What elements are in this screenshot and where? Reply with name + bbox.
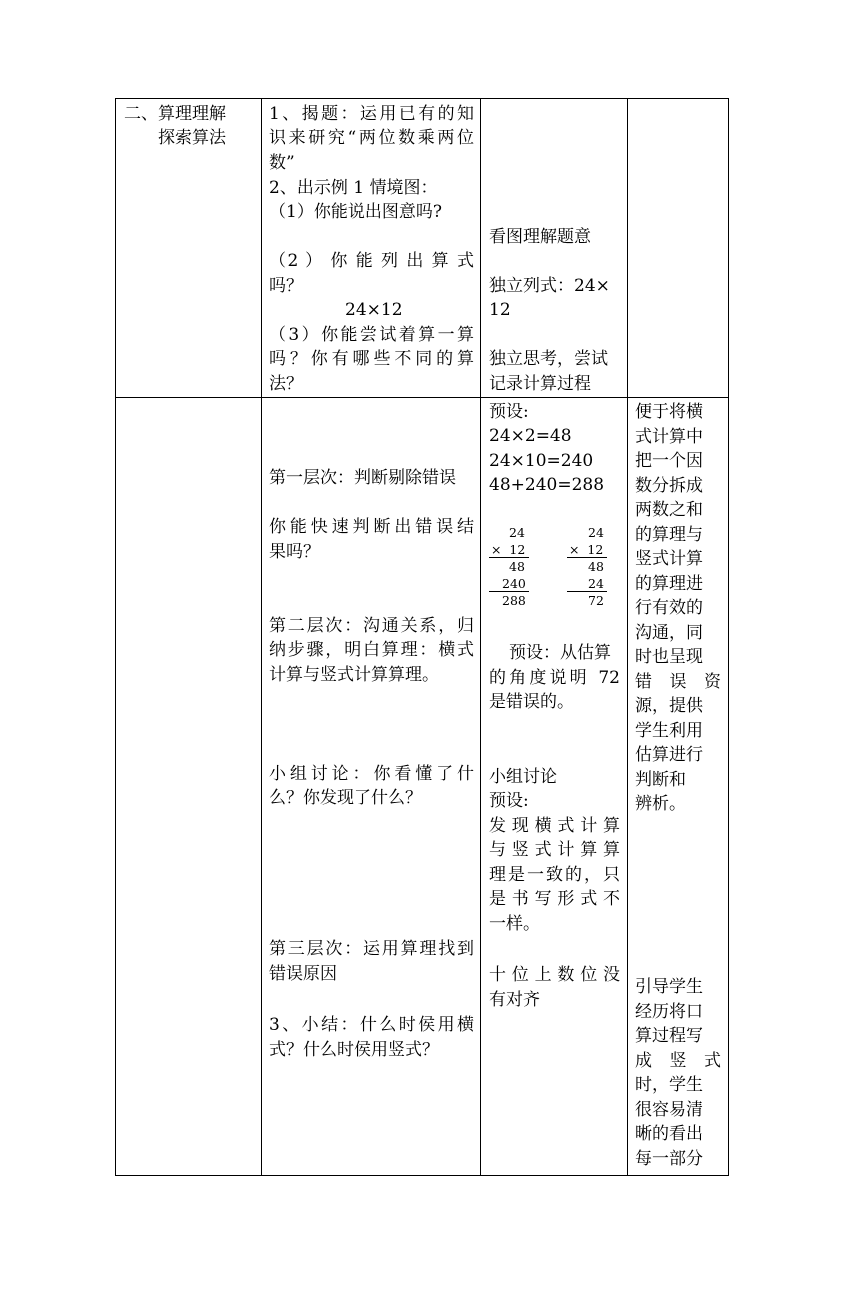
design-intent-line: 经历将口	[635, 1001, 703, 1022]
design-intent-line: 式计算中	[635, 426, 703, 447]
design-intent-line: 行有效的	[635, 598, 703, 618]
design-intent-line: 把一个因	[635, 451, 703, 471]
design-intent-line: 的算理与	[635, 524, 703, 545]
design-intent-line: 沟通，同	[635, 622, 703, 643]
design-intent-line: 时也呈现	[635, 647, 703, 667]
design-intent-line: 便于将横	[635, 402, 703, 422]
design-intent-line: 引导学生	[635, 977, 703, 997]
col-divider-2	[480, 98, 481, 1175]
design-intent-line: 错 误 资	[635, 671, 721, 692]
design-intent-line: 两数之和	[635, 500, 703, 520]
student-activity-1: 看图理解题意	[489, 227, 591, 247]
design-intent-line: 很容易清	[635, 1099, 703, 1120]
design-intent-line: 的算理进	[635, 573, 703, 594]
design-intent-line: 晰的看出	[635, 1124, 703, 1144]
section-subtitle: 探索算法	[158, 128, 226, 148]
design-intent-line: 成 竖 式	[635, 1050, 721, 1071]
row-divider	[115, 397, 728, 398]
col-divider-1	[261, 98, 262, 1175]
design-intent-line: 数分拆成	[635, 475, 703, 496]
expression: 24×12	[345, 300, 403, 320]
section-title: 二、算理理解	[124, 104, 226, 124]
col-divider-3	[627, 98, 628, 1175]
design-intent-line: 学生利用	[635, 720, 703, 741]
design-intent-line: 判断和	[635, 769, 686, 790]
design-intent-line: 竖式计算	[635, 549, 703, 569]
design-intent-line: 估算进行	[635, 745, 703, 765]
design-intent-line: 源，提供	[635, 696, 703, 716]
level-one-heading: 第一层次：判断剔除错误	[269, 468, 456, 488]
design-intent-line: 算过程写	[635, 1026, 703, 1046]
design-intent-line: 时，学生	[635, 1075, 703, 1095]
design-intent-line: 每一部分	[635, 1148, 703, 1169]
design-intent-line: 辨析。	[635, 794, 686, 814]
